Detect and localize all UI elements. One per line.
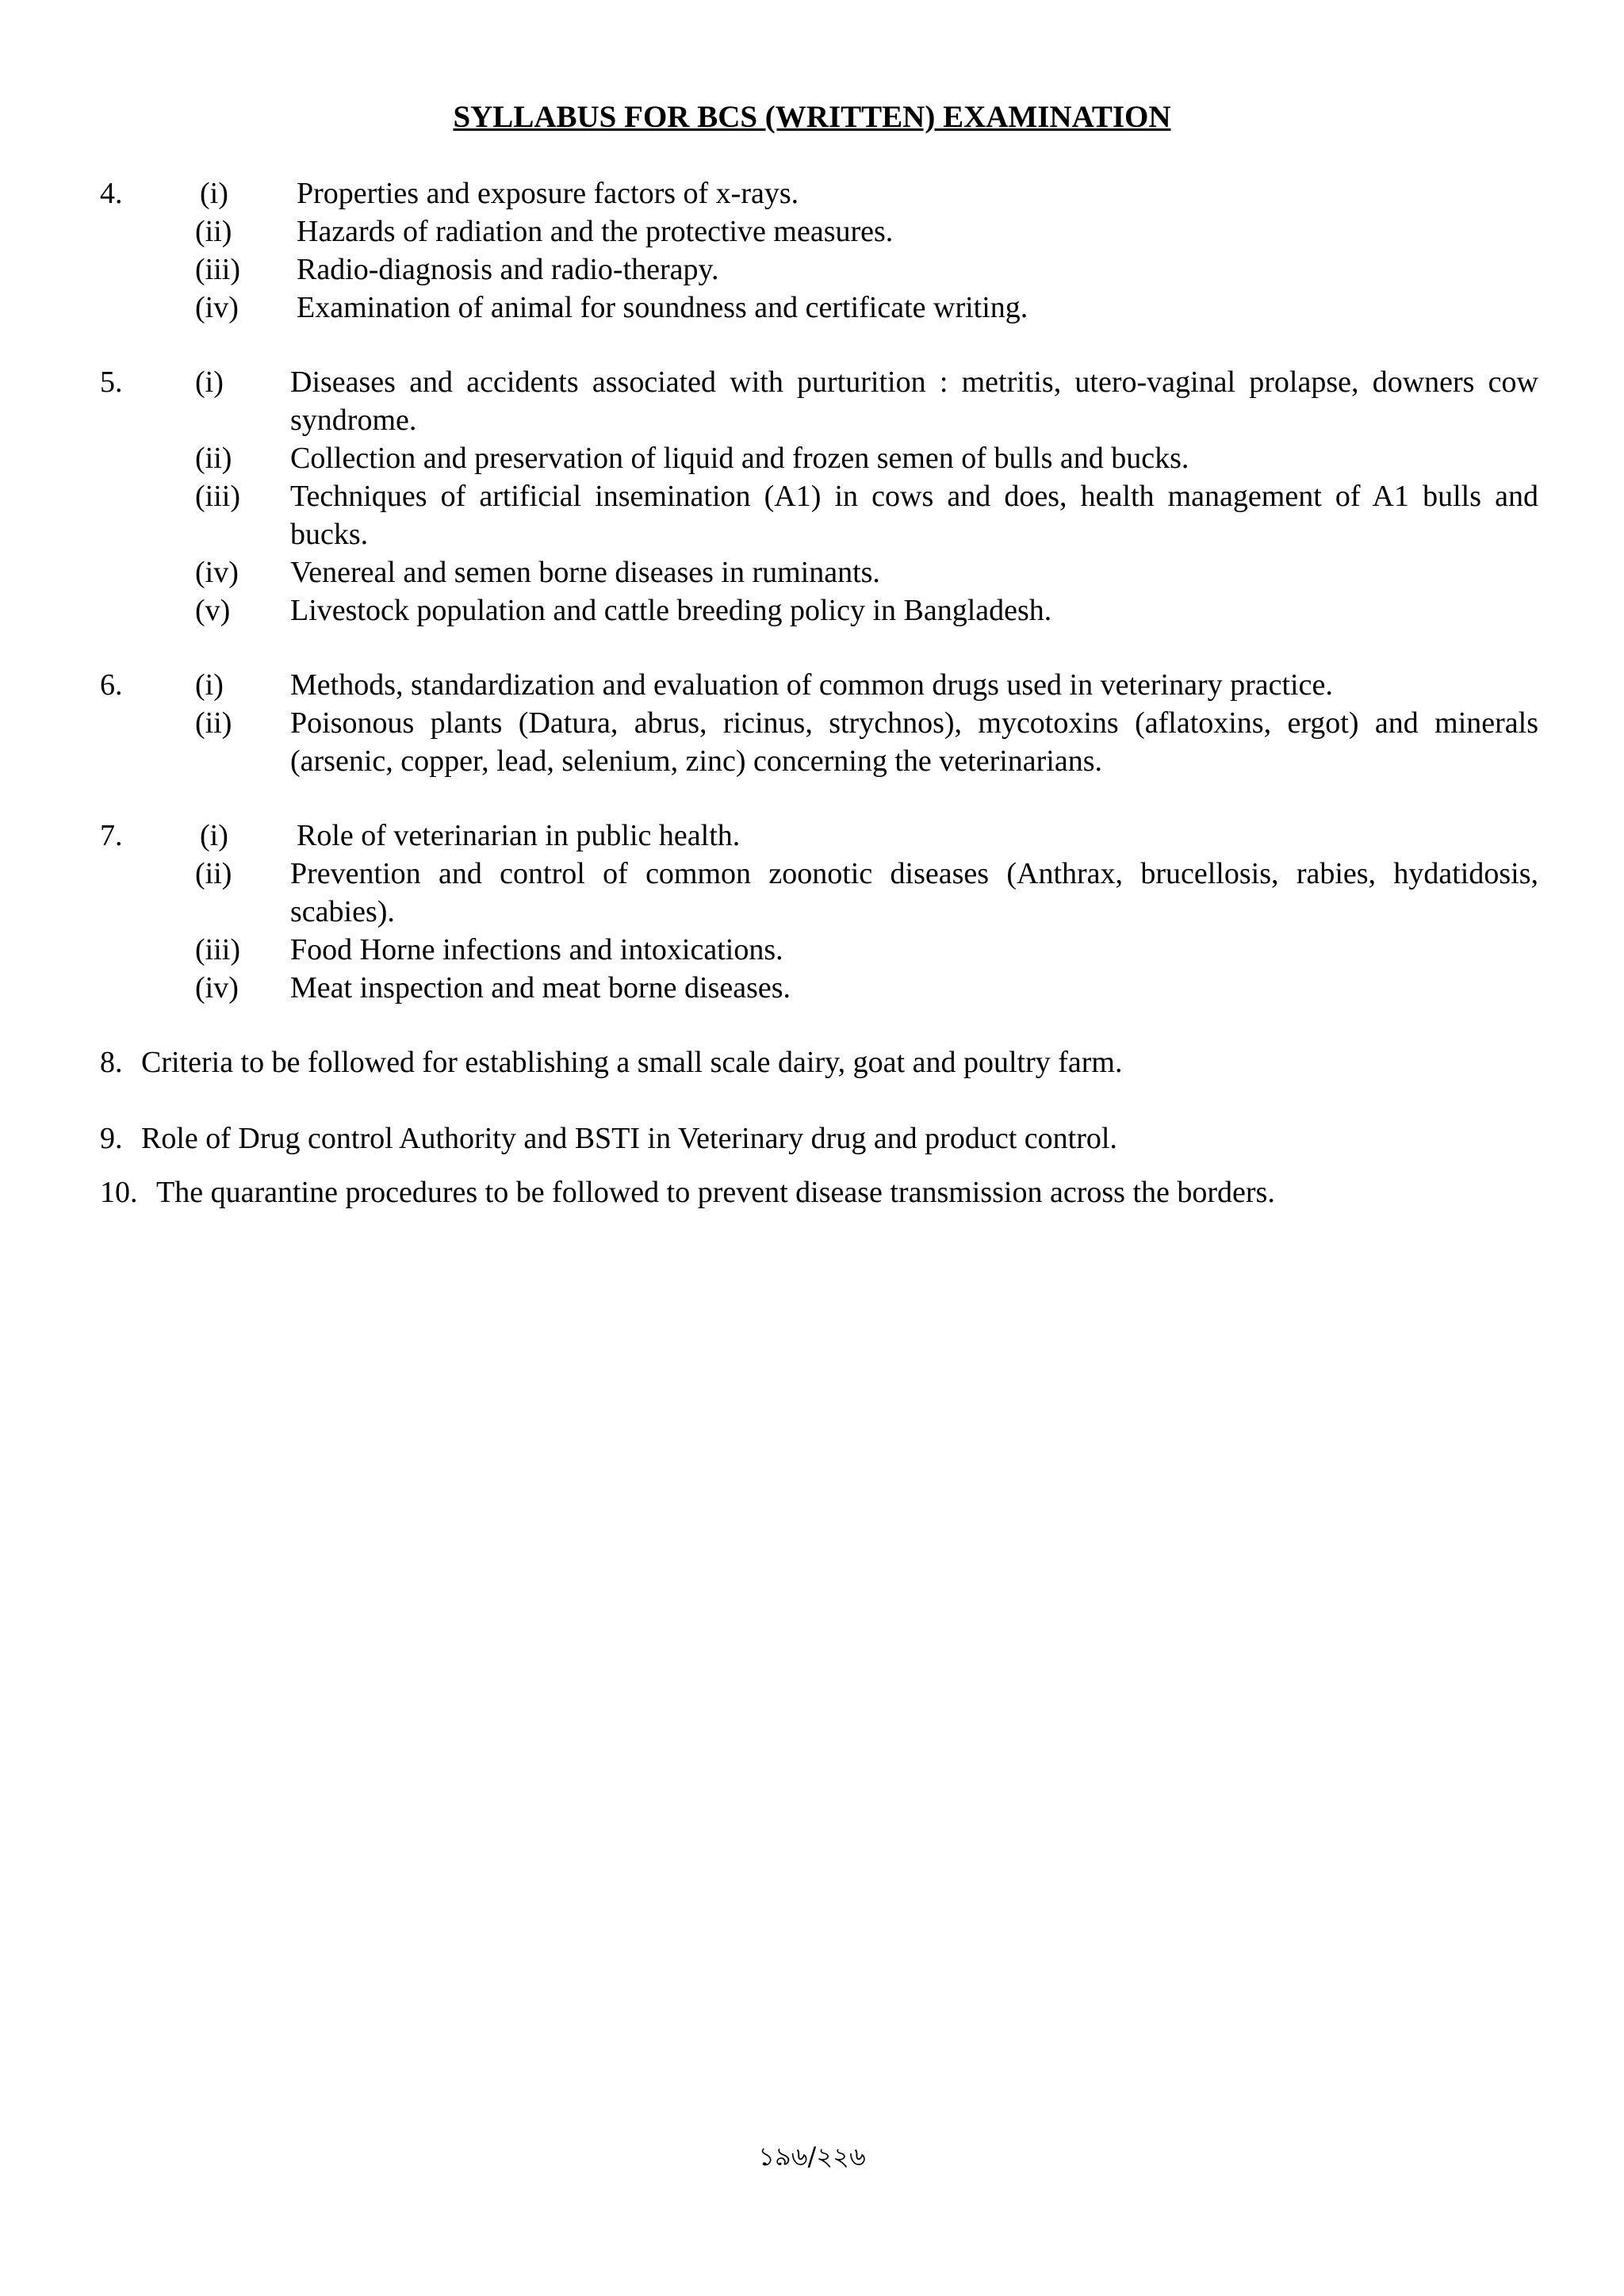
section-number: 5. <box>100 365 123 399</box>
list-item <box>100 174 1538 212</box>
list-item <box>100 212 1538 251</box>
item-text: Criteria to be followed for establishing a small scale dairy, goat and poultry farm. <box>141 1046 1123 1079</box>
item-text: Methods, standardization and evaluation of common drugs used in veterinary practice. <box>290 668 1333 702</box>
item-text: Diseases and accidents associated with purturition : metritis, utero-vaginal prolapse, downers cow syndrome. <box>290 365 1538 437</box>
roman-numeral: (iv) <box>195 556 239 589</box>
item-text: Food Horne infections and intoxications. <box>290 933 783 966</box>
item-text: Poisonous plants (Datura, abrus, ricinus, strychnos), mycotoxins (aflatoxins, ergot) and minerals (arsenic, copper, lead, selenium, zinc) concerning the veterinarians. <box>290 706 1538 778</box>
item-text: Properties and exposure factors of x-rays. <box>297 177 799 210</box>
list-item <box>100 855 1538 931</box>
list-item <box>100 553 1538 591</box>
item-text: The quarantine procedures to be followed to prevent disease transmission across the borders. <box>156 1176 1275 1209</box>
page-number: ১৯৬/২২৬ <box>758 2141 866 2172</box>
list-item <box>100 363 1538 439</box>
section-4 <box>100 174 1538 327</box>
item-9 <box>100 1119 1538 1158</box>
item-text: Venereal and semen borne diseases in ruminants. <box>290 556 880 589</box>
roman-numeral: (ii) <box>195 857 232 890</box>
section-5 <box>100 363 1538 629</box>
item-number: 8. <box>100 1046 123 1079</box>
item-text: Hazards of radiation and the protective measures. <box>297 215 894 248</box>
roman-numeral: (iii) <box>195 480 240 513</box>
roman-numeral: (i) <box>200 177 228 210</box>
list-item <box>100 817 1538 855</box>
list-item <box>100 439 1538 477</box>
page-title: SYLLABUS FOR BCS (WRITTEN) EXAMINATION <box>453 100 1171 134</box>
section-6 <box>100 666 1538 780</box>
roman-numeral: (iii) <box>195 933 240 966</box>
item-10 <box>100 1173 1538 1211</box>
list-item <box>100 289 1538 327</box>
list-item <box>100 931 1538 969</box>
item-number: 9. <box>100 1122 123 1155</box>
roman-numeral: (ii) <box>195 442 232 475</box>
item-text: Prevention and control of common zoonotic diseases (Anthrax, brucellosis, rabies, hydatidosis, scabies). <box>290 857 1538 928</box>
roman-numeral: (i) <box>195 365 224 399</box>
roman-numeral: (iii) <box>195 253 240 286</box>
item-text: Techniques of artificial insemination (A1) in cows and does, health management of A1 bulls and bucks. <box>290 480 1538 551</box>
roman-numeral: (i) <box>195 668 224 702</box>
roman-numeral: (v) <box>195 594 231 627</box>
list-item <box>100 969 1538 1007</box>
item-text: Examination of animal for soundness and certificate writing. <box>297 291 1028 324</box>
section-number: 7. <box>100 819 123 852</box>
item-number: 10. <box>100 1176 138 1209</box>
list-item <box>100 704 1538 780</box>
list-item <box>100 477 1538 553</box>
roman-numeral: (iv) <box>195 971 239 1004</box>
roman-numeral: (ii) <box>195 706 232 740</box>
item-text: Collection and preservation of liquid and frozen semen of bulls and bucks. <box>290 442 1189 475</box>
item-text: Meat inspection and meat borne diseases. <box>290 971 791 1004</box>
section-7 <box>100 817 1538 1007</box>
item-text: Livestock population and cattle breeding policy in Bangladesh. <box>290 594 1052 627</box>
item-text: Radio-diagnosis and radio-therapy. <box>297 253 719 286</box>
item-8 <box>100 1043 1538 1081</box>
item-text: Role of veterinarian in public health. <box>297 819 741 852</box>
item-text: Role of Drug control Authority and BSTI in Veterinary drug and product control. <box>141 1122 1117 1155</box>
roman-numeral: (i) <box>200 819 228 852</box>
section-number: 6. <box>100 668 123 702</box>
list-item <box>100 591 1538 629</box>
roman-numeral: (iv) <box>195 291 239 324</box>
roman-numeral: (ii) <box>195 215 232 248</box>
list-item <box>100 666 1538 704</box>
list-item <box>100 251 1538 289</box>
section-number: 4. <box>100 177 123 210</box>
